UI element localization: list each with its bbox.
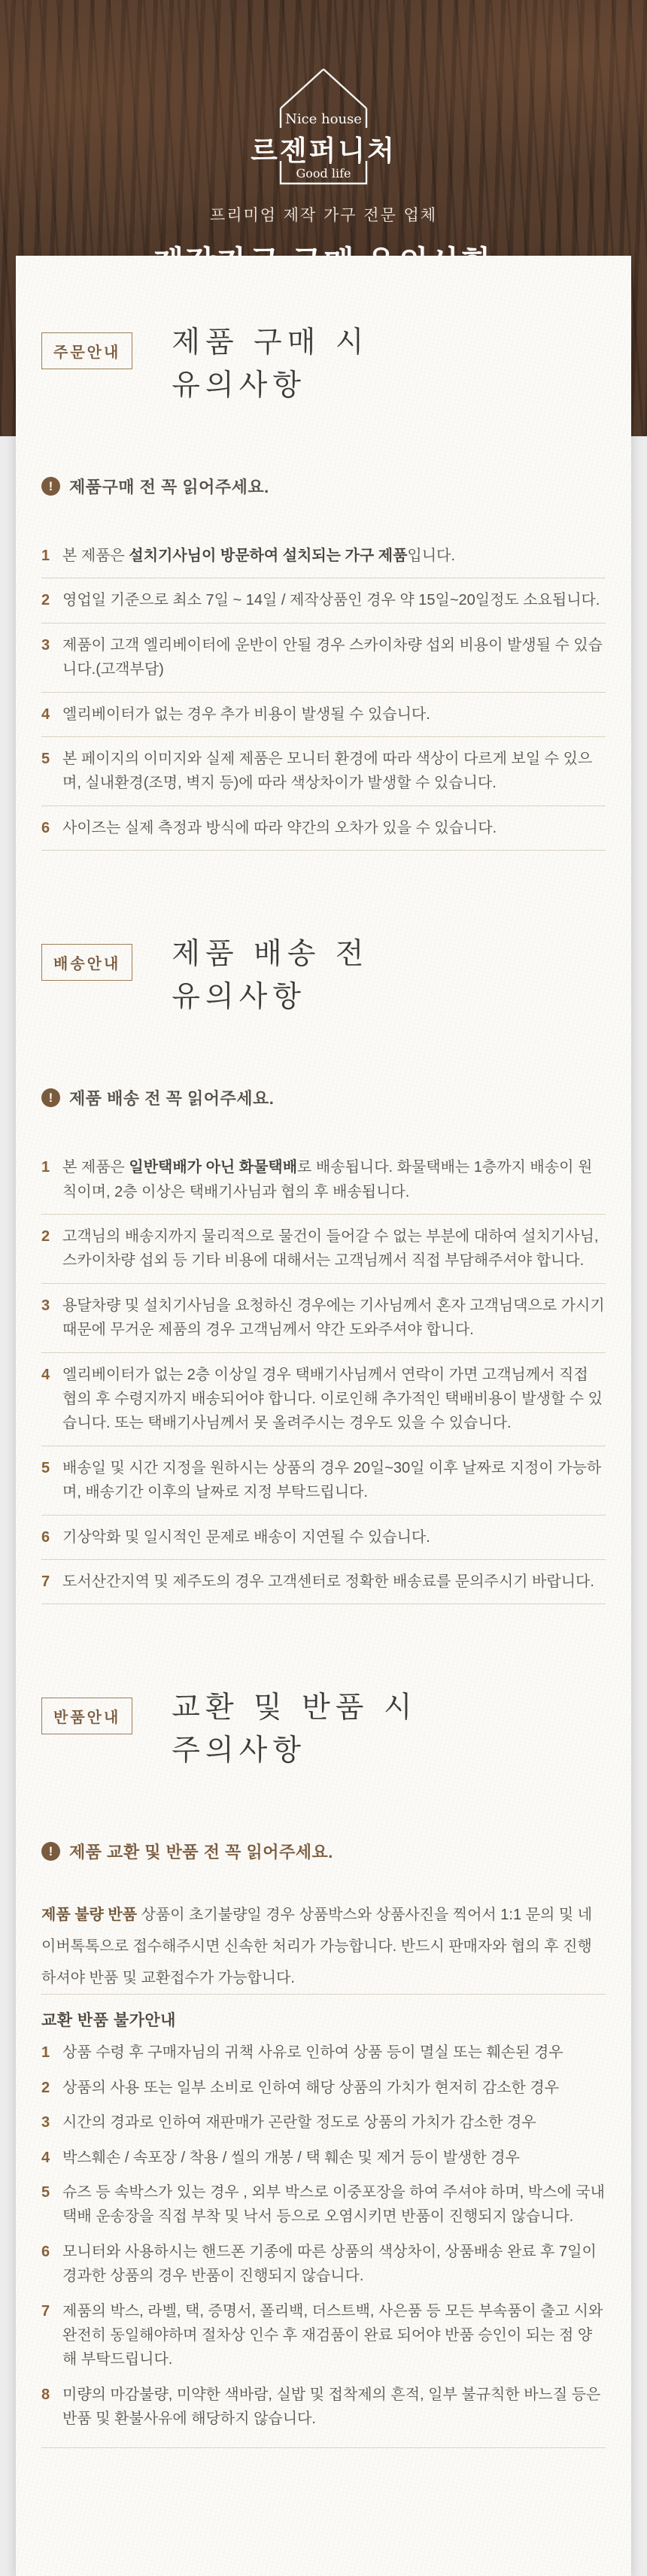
item-text <box>62 1456 606 1505</box>
item-text <box>62 544 606 568</box>
section-title-line: 제품 구매 시 <box>172 326 369 360</box>
body-text: 용달차량 및 설치기사님을 요청하신 경우에는 기사님께서 혼자 고객님댁으로 가시기 때문에 무거운 제품의 경우 고객님께서 약간 도와주셔야 합니다. <box>62 1297 605 1339</box>
exclamation-icon: ! <box>41 1088 60 1107</box>
list-item <box>41 2105 606 2140</box>
body-text: 엘리베이터가 없는 경우 추가 비용이 발생될 수 있습니다. <box>62 705 430 723</box>
list-item <box>41 2175 606 2235</box>
brand-logo <box>211 65 436 193</box>
list-item <box>41 2377 606 2437</box>
section-order-head <box>41 322 606 407</box>
section-title-line: 주의사항 <box>172 1733 306 1767</box>
delivery-notice-list <box>41 1145 606 1604</box>
item-number: 1 <box>41 548 50 565</box>
item-number: 7 <box>41 2302 50 2320</box>
body-text: 박스훼손 / 속포장 / 착용 / 씰의 개봉 / 택 훼손 및 제거 등이 발생한 경우 <box>62 2149 520 2166</box>
item-text <box>62 2076 606 2100</box>
body-text: 상품이 초기불량일 경우 상품박스와 상품사진을 찍어서 1:1 문의 및 네이버톡톡으로 접수해주시면 신속한 처리가 가능합니다. 반드시 판매자와 협의 후 진행하셔야 반품 및 교환접수가 가능합니다. <box>41 1907 593 1987</box>
header-subtitle: 프리미엄 제작 가구 전문 업체 <box>209 206 438 224</box>
no-return-subheading: 교환 반품 불가안내 <box>41 2012 176 2030</box>
list-item <box>41 1284 606 1352</box>
logo-bottom-text: Good life <box>296 166 351 181</box>
list-item <box>41 1516 606 1559</box>
section-title <box>172 933 369 1018</box>
section-title-line: 유의사항 <box>172 979 306 1014</box>
item-text <box>62 1363 606 1436</box>
item-number: 6 <box>41 1528 50 1546</box>
item-number: 4 <box>41 705 50 723</box>
list-item <box>41 1446 606 1515</box>
item-number: 2 <box>41 1228 50 1246</box>
list-item <box>41 2141 606 2175</box>
section-badge: 주문안내 <box>41 332 132 369</box>
item-text <box>62 1294 606 1343</box>
item-text <box>62 747 606 796</box>
section-delivery-head <box>41 933 606 1018</box>
list-item <box>41 578 606 622</box>
body-text: 시간의 경과로 인하여 재판매가 곤란할 정도로 상품의 가치가 감소한 경우 <box>62 2114 536 2131</box>
item-number: 6 <box>41 819 50 836</box>
section-title <box>172 322 369 407</box>
item-number: 5 <box>41 2184 50 2201</box>
body-text: 제품이 고객 엘리베이터에 운반이 안될 경우 스카이차량 섭외 비용이 발생될 수 있습니다.(고객부담) <box>62 636 603 678</box>
item-number: 5 <box>41 751 50 768</box>
section-return <box>41 1687 606 2447</box>
item-text <box>62 2110 606 2135</box>
header <box>0 0 647 283</box>
item-text <box>62 588 606 612</box>
section-badge: 배송안내 <box>41 944 132 981</box>
item-number: 1 <box>41 2044 50 2062</box>
list-item <box>41 534 606 578</box>
list-item <box>41 1353 606 1446</box>
list-item <box>41 806 606 850</box>
warning-note <box>41 475 606 498</box>
body-text: 도서산간지역 및 제주도의 경우 고객센터로 정확한 배송료를 문의주시기 바랍니다. <box>62 1573 594 1590</box>
item-number: 3 <box>41 636 50 654</box>
section-title-line: 교환 및 반품 시 <box>172 1691 418 1725</box>
item-text <box>62 1224 606 1273</box>
item-number: 1 <box>41 1159 50 1176</box>
warning-text: 제품 배송 전 꼭 읽어주세요. <box>69 1089 275 1109</box>
list-item <box>41 2071 606 2105</box>
body-text: 상품 수령 후 구매자님의 귀책 사유로 인하여 상품 등이 멸실 또는 훼손된 경우 <box>62 2044 563 2062</box>
divider <box>41 850 606 851</box>
item-text <box>62 1155 606 1204</box>
body-text: 미량의 마감불량, 미약한 색바람, 실밥 및 접착제의 흔적, 일부 불규칙한 바느질 등은 반품 및 환불사유에 해당하지 않습니다. <box>62 2386 601 2428</box>
body-text: 기상악화 및 일시적인 문제로 배송이 지연될 수 있습니다. <box>62 1528 430 1546</box>
item-number: 5 <box>41 1459 50 1476</box>
item-number: 7 <box>41 1573 50 1590</box>
item-number: 2 <box>41 2079 50 2096</box>
item-text <box>62 1570 606 1594</box>
section-title <box>172 1687 417 1772</box>
item-number: 4 <box>41 2149 50 2166</box>
body-text: 배송일 및 시간 지정을 원하시는 상품의 경우 20일~30일 이후 날짜로 지정이 가능하며, 배송기간 이후의 날짜로 지정 부탁드립니다. <box>62 1459 602 1501</box>
content-card <box>16 256 631 2576</box>
warning-text: 제품구매 전 꼭 읽어주세요. <box>69 478 269 497</box>
section-order <box>41 322 606 851</box>
item-number: 3 <box>41 2114 50 2131</box>
list-item <box>41 1560 606 1604</box>
section-badge: 반품안내 <box>41 1698 132 1734</box>
return-notice-list <box>41 2035 606 2436</box>
item-text <box>62 633 606 682</box>
item-text <box>62 2040 606 2065</box>
body-text: 제품의 박스, 라벨, 택, 증명서, 폴리백, 더스트백, 사은품 등 모든 부속품이 출고 시와 완전히 동일해야하며 절차상 인수 후 재검품이 완료 되어야 반품 승인이 되는 점 양해 부탁드립니다. <box>62 2302 603 2368</box>
exclamation-icon: ! <box>41 477 60 496</box>
item-number: 3 <box>41 1297 50 1314</box>
item-number: 6 <box>41 2243 50 2260</box>
body-text: 사이즈는 실제 측정과 방식에 따라 약간의 오차가 있을 수 있습니다. <box>62 819 497 836</box>
item-text <box>62 702 606 727</box>
divider <box>41 1994 606 1995</box>
body-text: 영업일 기준으로 최소 7일 ~ 14일 / 제작상품인 경우 약 15일~20일정도 소요됩니다. <box>62 592 600 609</box>
emphasized-text: 설치기사님이 방문하여 설치되는 가구 제품 <box>129 548 408 565</box>
section-delivery <box>41 933 606 1604</box>
body-text: 본 제품은 <box>62 548 129 565</box>
body-text: 상품의 사용 또는 일부 소비로 인하여 해당 상품의 가치가 현저히 감소한 경우 <box>62 2079 560 2096</box>
item-text <box>62 816 606 840</box>
item-text <box>62 2299 606 2372</box>
body-text: 엘리베이터가 없는 2층 이상일 경우 택배기사님께서 연락이 가면 고객님께서 직접 협의 후 수령지까지 배송되어야 합니다. 이로인해 추가적인 택배비용이 발생할 수 있습니다. 또는 택배기사님께서 못 올려주시는 경우도 있을 수 있습니다. <box>62 1366 603 1432</box>
brand-name: 르젠퍼니처 <box>251 135 396 166</box>
item-text <box>62 2383 606 2432</box>
list-item <box>41 1215 606 1283</box>
item-number: 8 <box>41 2386 50 2403</box>
item-number: 4 <box>41 1366 50 1383</box>
body-text: 본 제품은 <box>62 1159 129 1176</box>
emphasized-text: 일반택배가 아닌 화물택배 <box>129 1159 298 1176</box>
item-number: 2 <box>41 592 50 609</box>
list-item <box>41 624 606 692</box>
list-item <box>41 2235 606 2294</box>
warning-text: 제품 교환 및 반품 전 꼭 읽어주세요. <box>69 1843 333 1862</box>
emphasized-text: 제품 불량 반품 <box>41 1907 138 1924</box>
list-item <box>41 1145 606 1214</box>
item-text <box>62 2180 606 2229</box>
body-text: 입니다. <box>407 548 455 565</box>
body-text: 모니터와 사용하시는 핸드폰 기종에 따른 상품의 색상차이, 상품배송 완료 후 7일이 경과한 상품의 경우 반품이 진행되지 않습니다. <box>62 2243 597 2285</box>
item-text <box>62 1525 606 1549</box>
body-text: 슈즈 등 속박스가 있는 경우 , 외부 박스로 이중포장을 하여 주셔야 하며, 박스에 국내 택배 운송장을 직접 부착 및 낙서 등으로 오염시키면 반품이 진행되지 않습니다. <box>62 2184 605 2226</box>
item-text <box>62 2146 606 2170</box>
list-item <box>41 693 606 736</box>
section-return-head <box>41 1687 606 1772</box>
order-notice-list <box>41 534 606 851</box>
body-text: 고객님의 배송지까지 물리적으로 물건이 들어갈 수 없는 부분에 대하여 설치기사님, 스카이차량 섭외 등 기타 비용에 대해서는 고객님께서 직접 부담해주셔야 합니다. <box>62 1228 599 1270</box>
warning-note <box>41 1086 606 1109</box>
section-title-line: 유의사항 <box>172 368 306 402</box>
list-item <box>41 2035 606 2070</box>
exclamation-icon: ! <box>41 1842 60 1861</box>
list-item <box>41 2294 606 2377</box>
warning-note <box>41 1840 606 1863</box>
logo-top-text: Nice house <box>285 111 362 127</box>
section-title-line: 제품 배송 전 <box>172 937 369 972</box>
body-text: 본 페이지의 이미지와 실제 제품은 모니터 환경에 따라 색상이 다르게 보일 수 있으며, 실내환경(조명, 벽지 등)에 따라 색상차이가 발생할 수 있습니다. <box>62 751 593 792</box>
item-text <box>62 2240 606 2289</box>
body-text: 로 배송됩니다. 화물택배는 1층까지 배송이 원칙이며, 2층 이상은 택배기사님과 협의 후 배송됩니다. <box>62 1159 593 1200</box>
list-item <box>41 737 606 806</box>
defect-return-paragraph <box>41 1899 606 1994</box>
divider <box>41 2447 606 2448</box>
